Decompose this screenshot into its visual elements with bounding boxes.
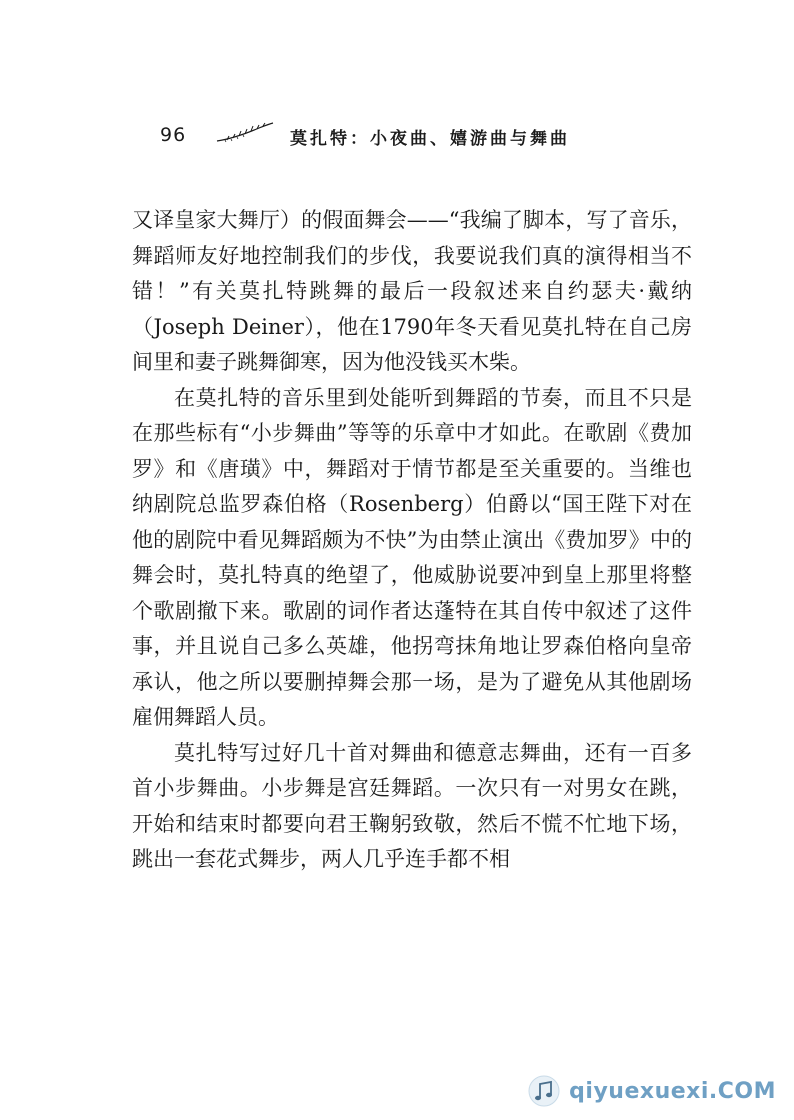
- paragraph: 莫扎特写过好几十首对舞曲和德意志舞曲，还有一百多首小步舞曲。小步舞是宫廷舞蹈。一次只有一对男女在跳，开始和结束时都要向君王鞠躬致敬，然后不慌不忙地下场，跳出一套花式舞步，两人几乎连手都不相: [132, 740, 692, 871]
- page-number: 96: [160, 124, 187, 146]
- site-watermark: [527, 1074, 776, 1108]
- page-header: [160, 122, 640, 152]
- paragraph: 在莫扎特的音乐里到处能听到舞蹈的节奏，而且不只是在那些标有“小步舞曲”等等的乐章中才如此。在歌剧《费加罗》和《唐璜》中，舞蹈对于情节都是至关重要的。当维也纳剧院总监罗森伯格（Rosenberg）伯爵以“国王陛下对在他的剧院中看见舞蹈颇为不快”为由禁止演出《费加罗》中的舞会时，莫扎特真的绝望了，他威胁说要冲到皇上那里将整个歌剧撤下来。歌剧的词作者达蓬特在其自传中叙述了这件事，并且说自己多么英雄，他拐弯抹角地让罗森伯格向皇帝承认，他之所以要删掉舞会那一场，是为了避免从其他剧场雇佣舞蹈人员。: [132, 385, 692, 729]
- paragraph: 又译皇家大舞厅）的假面舞会——“我编了脚本，写了音乐，舞蹈师友好地控制我们的步伐，我要说我们真的演得相当不错！”有关莫扎特跳舞的最后一段叙述来自约瑟夫·戴纳（Joseph Deiner），他在1790年冬天看见莫扎特在自己房间里和妻子跳舞御寒，因为他没钱买木柴。: [132, 208, 692, 374]
- running-title: 莫扎特：小夜曲、嬉游曲与舞曲: [290, 129, 570, 149]
- music-note-logo-icon: [527, 1074, 561, 1108]
- quill-ornament-icon: [215, 122, 275, 144]
- watermark-text: qiyuexuexi.COM: [569, 1078, 776, 1104]
- body-text: [132, 203, 692, 878]
